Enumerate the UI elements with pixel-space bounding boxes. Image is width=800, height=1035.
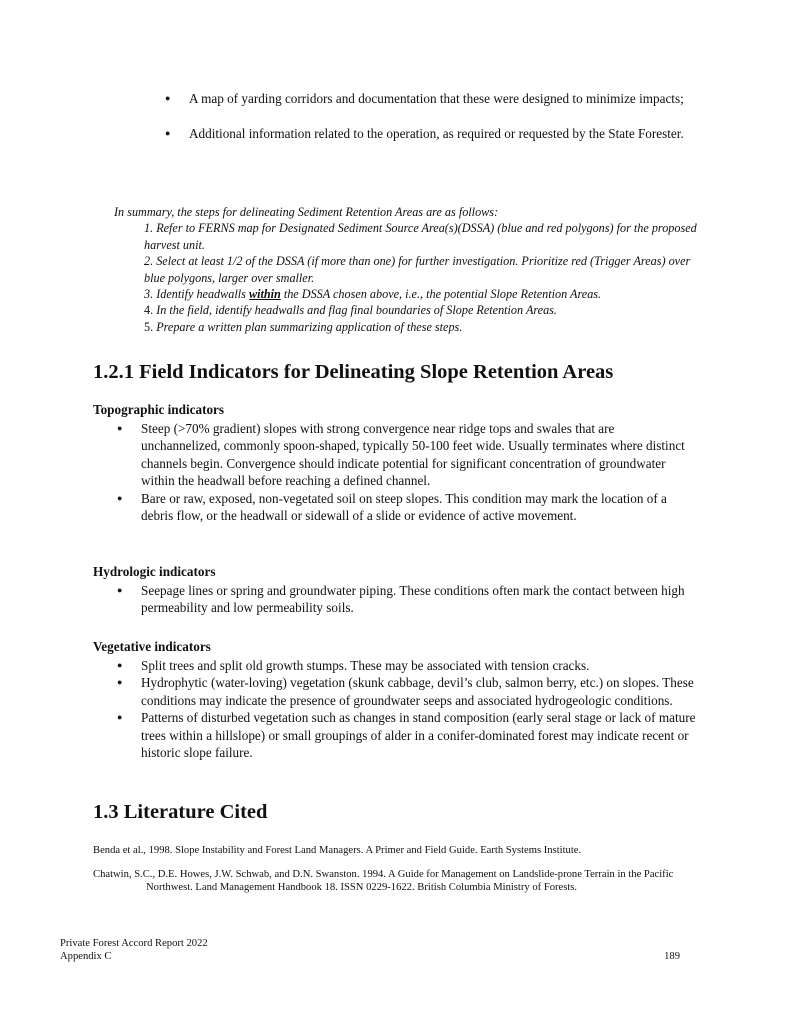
reference-entry: Benda et al., 1998. Slope Instability and Forest Land Managers. A Primer and Field Guide. Earth Systems Institute. bbox=[93, 845, 582, 856]
indicator-list bbox=[93, 420, 713, 525]
step-text: In the field, identify headwalls and flag final boundaries of Slope Retention Areas. bbox=[156, 303, 557, 318]
step-number: 5. bbox=[144, 319, 154, 334]
reference-list bbox=[93, 844, 693, 905]
step-number: 4. bbox=[144, 303, 154, 318]
step-number: 1. bbox=[144, 221, 154, 236]
reference-entry: Chatwin, S.C., D.E. Howes, J.W. Schwab, and D.N. Swanston. 1994. A Guide for Management on Landslide-prone Terrain in the Pacific Northwest. Land Management Handbook 18. ISSN 0229-1622. British Columbia Ministry of Forests. bbox=[93, 868, 674, 893]
bullet-item: ● A map of yarding corridors and documentation that these were designed to minimize impacts; bbox=[165, 90, 710, 108]
subheading: Hydrologic indicators bbox=[93, 564, 216, 579]
summary-step-3 bbox=[144, 286, 714, 302]
step-text: Identify headwalls bbox=[156, 287, 246, 302]
footer-report-title: Private Forest Accord Report 2022 bbox=[60, 938, 208, 949]
list-item: ● Bare or raw, exposed, non-vegetated soil on steep slopes. This condition may mark the location of a debris flow, or the headwall or sidewall of a slide or evidence of active movement. bbox=[93, 490, 696, 525]
list-item: ● Split trees and split old growth stumps. These may be associated with tension cracks. bbox=[93, 657, 696, 675]
section-heading-field-indicators: 1.2.1 Field Indicators for Delineating Slope Retention Areas bbox=[93, 361, 614, 383]
indicator-list bbox=[93, 582, 713, 617]
hydrologic-indicators bbox=[93, 563, 713, 617]
step-text: Prepare a written plan summarizing application of these steps. bbox=[156, 319, 463, 334]
list-item: ● Hydrophytic (water-loving) vegetation (skunk cabbage, devil’s club, salmon berry, etc.) on slopes. These conditions may indicate the presence of groundwater seeps and associated hydrogeologic conditions. bbox=[93, 674, 696, 709]
summary-step-4 bbox=[144, 302, 714, 318]
section-heading-literature-cited: 1.3 Literature Cited bbox=[93, 801, 268, 823]
list-item: ● Patterns of disturbed vegetation such as changes in stand composition (early seral stage or lack of mature trees within a hillslope) or small groupings of alder in a conifer-dominated forest may indicate recent or historic slope failure. bbox=[93, 709, 696, 762]
subheading: Topographic indicators bbox=[93, 402, 225, 417]
subheading: Vegetative indicators bbox=[93, 639, 211, 654]
indicator-list bbox=[93, 657, 713, 762]
summary-steps bbox=[114, 220, 714, 335]
step-emphasis: within bbox=[248, 287, 281, 302]
summary-step-5 bbox=[144, 319, 714, 335]
step-text: the DSSA chosen above, i.e., the potential Slope Retention Areas. bbox=[283, 287, 602, 302]
vegetative-indicators bbox=[93, 638, 713, 762]
step-number: 3. bbox=[144, 287, 154, 302]
footer-appendix: Appendix C bbox=[60, 951, 112, 962]
bullet-item: ● Additional information related to the operation, as required or requested by the State Forester. bbox=[165, 125, 710, 143]
summary-step-2 bbox=[144, 253, 714, 286]
page-footer bbox=[60, 937, 680, 963]
summary-intro: In summary, the steps for delineating Sediment Retention Areas are as follows: bbox=[114, 205, 499, 219]
list-item: ● Seepage lines or spring and groundwater piping. These conditions often mark the contact between high permeability and low permeability soils. bbox=[93, 582, 696, 617]
page-number: 189 bbox=[664, 951, 680, 962]
summary-step-1 bbox=[144, 220, 714, 253]
summary-block bbox=[114, 204, 714, 335]
step-text: Refer to FERNS map for Designated Sediment Source Area(s)(DSSA) (blue and red polygons) for the proposed harvest unit. bbox=[144, 221, 697, 252]
list-item: ● Steep (>70% gradient) slopes with strong convergence near ridge tops and swales that are unchannelized, commonly spoon-shaped, typically 50-100 feet wide. Usually terminates where distinct channels begin. Convergence should indicate potential for significant concentration of groundwater within the headwall before reaching a defined channel. bbox=[93, 420, 696, 490]
requirements-bullet-list bbox=[165, 90, 710, 159]
topographic-indicators bbox=[93, 401, 713, 525]
step-number: 2. bbox=[144, 254, 154, 269]
step-text: Select at least 1/2 of the DSSA (if more than one) for further investigation. Prioritize red (Trigger Areas) over blue polygons, larger over smaller. bbox=[144, 254, 691, 285]
